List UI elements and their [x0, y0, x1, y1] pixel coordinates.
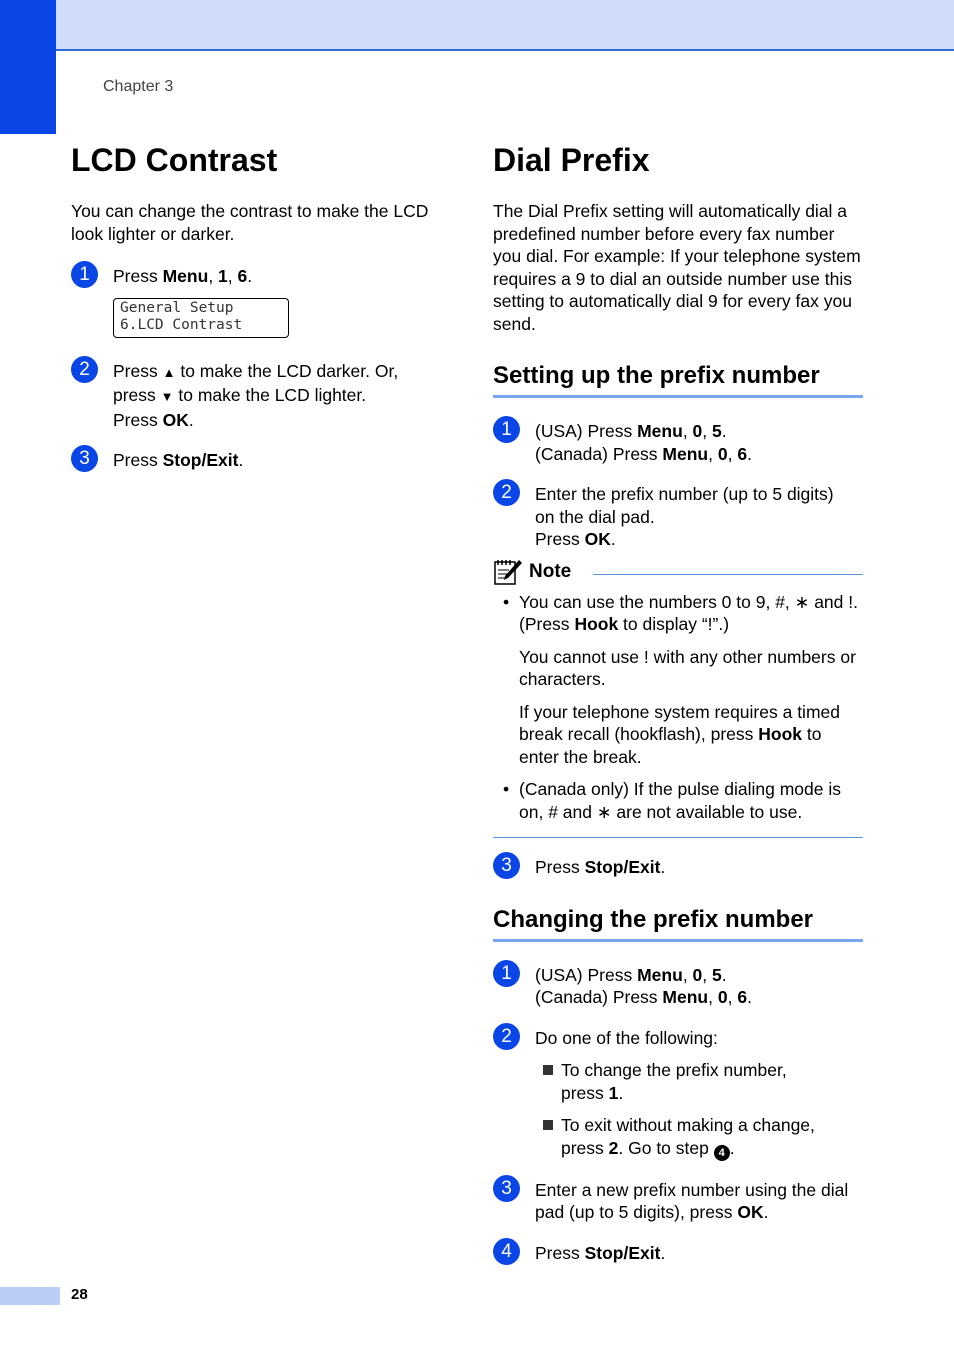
key-1: 1	[608, 1082, 619, 1103]
step-number-icon: 3	[493, 852, 520, 879]
key-6: 6	[737, 443, 748, 464]
page-number: 28	[71, 1286, 88, 1303]
note-bullet-1	[493, 591, 863, 636]
bullet-dot: •	[503, 591, 510, 612]
step-text: pad (up to 5 digits), press	[535, 1202, 738, 1222]
lcd-contrast-section	[71, 140, 431, 472]
note-label: Note	[529, 560, 572, 582]
option-text: . Go to step	[618, 1137, 714, 1158]
note-text: (Canada only) If the pulse dialing mode is on, # and	[519, 779, 841, 822]
option-text: press	[561, 1082, 609, 1103]
chapter-label: Chapter 3	[103, 78, 174, 95]
key-stop-exit: Stop/Exit	[162, 450, 239, 470]
star-symbol: ∗	[794, 591, 810, 612]
period: .	[247, 266, 253, 286]
lcd-display	[113, 298, 289, 338]
note-text: You can use the numbers 0 to 9, #,	[519, 591, 795, 612]
step-3	[71, 449, 431, 472]
step-line	[535, 528, 863, 551]
step-line	[535, 964, 863, 987]
step-text: (Canada) Press	[535, 443, 663, 464]
step-reference-icon: 4	[714, 1145, 730, 1161]
step-text: (Canada) Press	[535, 987, 663, 1007]
step-number-icon: 2	[493, 479, 520, 506]
step-line	[535, 986, 863, 1009]
step-1	[493, 420, 863, 465]
step-line: on the dial pad.	[535, 506, 655, 527]
intro-text: The Dial Prefix setting will automatically dial a predefined number before every fax number you dial. For example: If your telephone system requires a 9 to dial an outside number use this setting to automatically dial 9 for every fax you send.	[493, 201, 861, 334]
step-line	[113, 360, 431, 385]
period: .	[188, 409, 194, 430]
note-text: and !. (Press	[519, 591, 858, 634]
key-hook: Hook	[574, 614, 619, 634]
bullet-dot: •	[503, 779, 510, 799]
period: .	[763, 1202, 769, 1222]
key-0: 0	[717, 443, 728, 464]
note-text: If your telephone system requires a timed break recall (hookflash), press	[519, 701, 840, 744]
chapter-tab	[0, 0, 56, 134]
separator: ,	[702, 421, 713, 441]
lcd-line-2: 6.LCD Contrast	[120, 316, 243, 333]
key-menu: Menu	[637, 421, 683, 441]
step-3	[493, 1179, 863, 1224]
step-text: to make the LCD darker. Or,	[175, 360, 399, 381]
section-title: Dial Prefix	[493, 142, 650, 178]
note-header	[493, 557, 863, 587]
option-2	[493, 1114, 863, 1161]
option-text: To change the prefix number,	[561, 1060, 787, 1080]
step-2	[493, 483, 863, 551]
note-text: to enter the break.	[519, 724, 822, 767]
key-5: 5	[712, 421, 722, 441]
intro-text: You can change the contrast to make the LCD look lighter or darker.	[71, 201, 429, 244]
step-1	[493, 964, 863, 1009]
key-6: 6	[737, 987, 748, 1007]
period: .	[660, 1242, 666, 1263]
option-text	[561, 1137, 863, 1161]
step-number-icon: 1	[493, 416, 520, 443]
step-number-icon: 2	[71, 356, 98, 383]
square-bullet-icon	[543, 1065, 553, 1075]
key-1: 1	[218, 266, 228, 286]
key-0: 0	[692, 421, 703, 441]
key-ok: OK	[162, 409, 189, 430]
step-text: press	[113, 385, 161, 405]
step-text: Press	[535, 529, 585, 549]
step-line	[535, 420, 863, 443]
key-stop-exit: Stop/Exit	[584, 857, 661, 877]
step-text: Press	[113, 409, 163, 430]
period: .	[238, 450, 244, 470]
period: .	[660, 857, 666, 877]
key-ok: OK	[584, 529, 611, 549]
note-pencil-icon	[493, 558, 523, 586]
key-menu: Menu	[662, 443, 709, 464]
note-bullet-2	[493, 778, 863, 823]
step-line: Do one of the following:	[535, 1027, 718, 1048]
lcd-line-1: General Setup	[120, 299, 234, 316]
step-line: Enter a new prefix number using the dial	[535, 1179, 849, 1200]
step-3	[493, 856, 863, 879]
period: .	[729, 1137, 735, 1158]
option-text: To exit without making a change,	[561, 1115, 815, 1135]
separator: ,	[682, 421, 693, 441]
step-text: Press	[113, 450, 163, 470]
separator: ,	[208, 266, 219, 286]
step-line	[113, 384, 431, 409]
step-line	[113, 409, 431, 432]
step-line: Enter the prefix number (up to 5 digits)	[535, 484, 834, 504]
note-text: You cannot use ! with any other numbers or characters.	[519, 646, 856, 689]
note-text: to display “!”.)	[618, 614, 730, 634]
step-text: Press	[113, 266, 163, 286]
step-text: to make the LCD lighter.	[173, 385, 367, 405]
key-0: 0	[692, 964, 703, 985]
option-text	[561, 1082, 863, 1105]
period: .	[747, 987, 752, 1007]
separator: ,	[702, 964, 713, 985]
step-number-icon: 1	[71, 261, 98, 288]
step-number-icon: 1	[493, 960, 520, 987]
step-text: (USA) Press	[535, 964, 638, 985]
section-title: LCD Contrast	[71, 142, 278, 178]
key-menu: Menu	[662, 987, 709, 1007]
step-2	[493, 1027, 863, 1050]
key-2: 2	[608, 1137, 619, 1158]
up-arrow-icon: ▲	[162, 364, 176, 380]
step-number-icon: 2	[493, 1023, 520, 1050]
separator: ,	[727, 443, 738, 464]
key-5: 5	[712, 964, 722, 985]
separator: ,	[708, 987, 718, 1007]
period: .	[610, 529, 616, 549]
note-divider	[593, 574, 863, 575]
option-text: press	[561, 1137, 609, 1158]
period: .	[721, 421, 727, 441]
step-text: Press	[113, 360, 163, 381]
step-4	[493, 1242, 863, 1265]
page-number-tab	[0, 1287, 60, 1305]
note-text: are not available to use.	[611, 801, 803, 822]
period: .	[721, 964, 727, 985]
step-text: Press	[535, 1242, 585, 1263]
dial-prefix-section	[493, 140, 863, 1264]
key-ok: OK	[737, 1202, 764, 1222]
note-paragraph	[493, 701, 863, 769]
note-paragraph	[493, 646, 863, 691]
step-number-icon: 3	[71, 445, 98, 472]
period: .	[747, 443, 752, 464]
note-end-divider	[493, 837, 863, 838]
key-0: 0	[717, 987, 728, 1007]
key-6: 6	[237, 266, 248, 286]
key-menu: Menu	[162, 266, 209, 286]
subsection-heading: Changing the prefix number	[493, 905, 863, 942]
step-text: Press	[535, 857, 585, 877]
separator: ,	[727, 987, 738, 1007]
step-line	[535, 1201, 863, 1224]
separator: ,	[227, 266, 238, 286]
step-2	[71, 360, 431, 432]
separator: ,	[682, 964, 693, 985]
subsection-heading: Setting up the prefix number	[493, 361, 863, 398]
period: .	[618, 1082, 624, 1103]
step-text: (USA) Press	[535, 421, 638, 441]
key-hook: Hook	[758, 724, 803, 744]
header-band	[0, 0, 954, 51]
key-stop-exit: Stop/Exit	[584, 1242, 661, 1263]
step-line	[535, 443, 863, 466]
key-menu: Menu	[637, 964, 683, 985]
down-arrow-icon: ▼	[160, 389, 174, 404]
separator: ,	[708, 443, 718, 464]
option-1	[493, 1059, 863, 1104]
step-1	[71, 265, 431, 338]
step-number-icon: 4	[493, 1238, 520, 1265]
square-bullet-icon	[543, 1120, 553, 1130]
star-symbol: ∗	[596, 801, 612, 822]
note-box	[493, 557, 863, 839]
step-number-icon: 3	[493, 1175, 520, 1202]
